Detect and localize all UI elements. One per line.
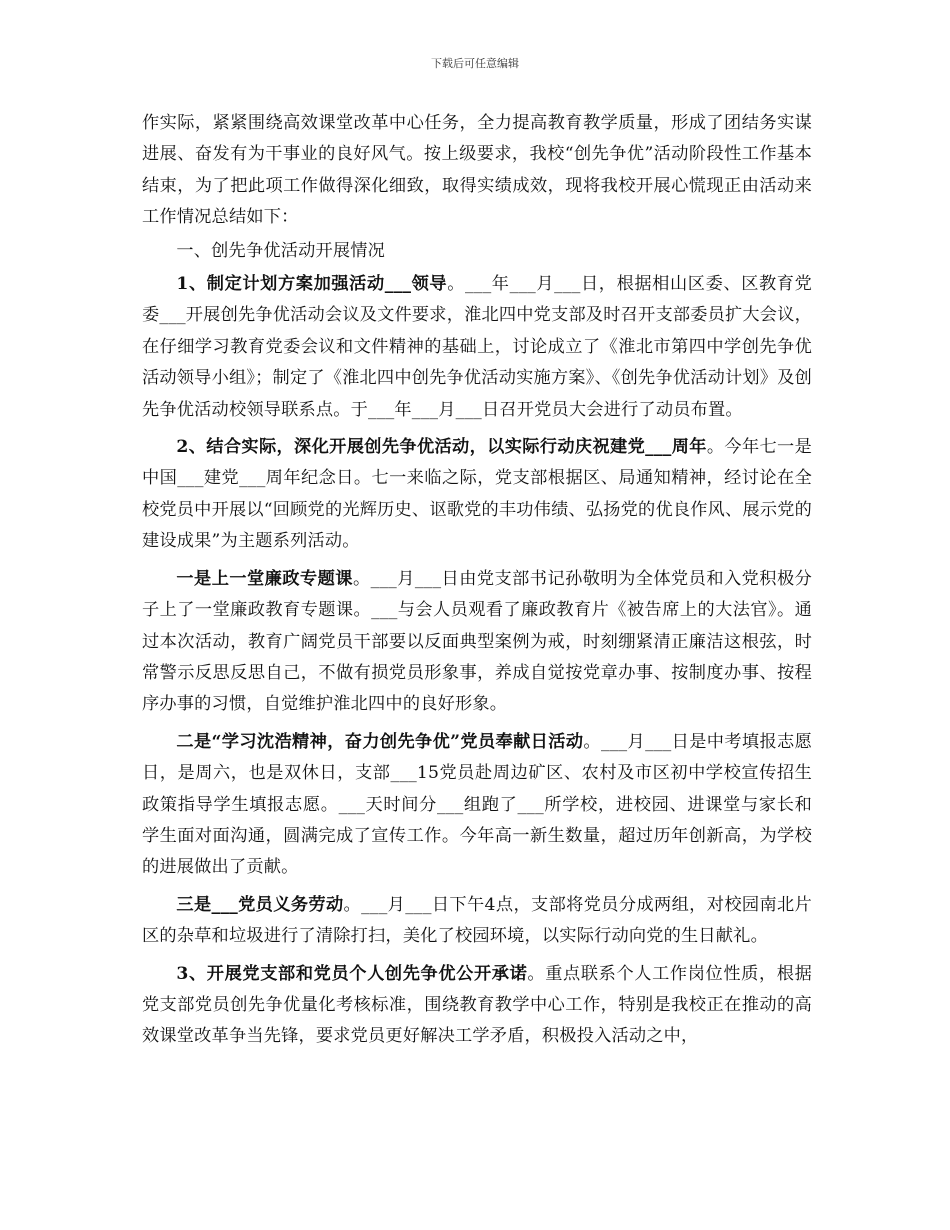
section-heading [142,236,812,267]
paragraph-text: 。___年___月___日，根据相山区委、区教育党委___开展创先争优活动会议及文件要求，淮北四中党支部及时召开支部委员扩大会议，在仔细学习教育党委会议和文件精神的基础上，讨论成立了《淮北市第四中学创先争优活动领导小组》；制定了《淮北四中创先争优活动实施方案》、《创先争优活动计划》及创先争优活动校领导联系点。于___年___月___日召开党员大会进行了动员布置。 [142,274,812,420]
paragraph-title: 二是“学习沈浩精神，奋力创先争优”党员奉献日活动 [176,731,584,752]
paragraph-title: 三是___党员义务劳动 [176,894,344,915]
paragraph-public-pledge [142,959,812,1053]
paragraph-dedication-day [142,727,812,884]
paragraph-text: 。___月___日下午4点，支部将党员分成两组，对校园南北片区的杂草和垃圾进行了清除打扫，美化了校园环境，以实际行动向党的生日献礼。 [142,894,813,947]
paragraph-plan [142,269,812,426]
paragraph-volunteer-labor [142,890,812,953]
paragraph-text: 。重点联系个人工作岗位性质，根据党支部党员创先争优量化考核标准，围绕教育教学中心工作，特别是我校正在推动的高效课堂改革争当先锋，要求党员更好解决工学矛盾，积极投入活动之中， [142,963,812,1047]
paragraph-practice [142,432,812,558]
intro-paragraph [142,108,812,234]
paragraph-title: 一是上一堂廉政专题课 [176,568,353,589]
paragraph-text: 。___月___日是中考填报志愿日，是周六，也是双休日，支部___15党员赴周边矿区、农村及市区初中学校宣传招生政策指导学生填报志愿。___天时间分___组跑了___所学校，进校园、进课堂与家长和学生面对面沟通，圆满完成了宣传工作。今年高一新生数量，超过历年创新高，为学校的进展做出了贡献。 [142,731,812,878]
paragraph-title: 1、制定计划方案加强活动___领导 [176,274,448,295]
paragraph-text: 作实际，紧紧围绕高效课堂改革中心任务，全力提高教育教学质量，形成了团结务实谋进展、奋发有为干事业的良好风气。按上级要求，我校“创先争优”活动阶段性工作基本结束，为了把此项工作做得深化细致，取得实绩成效，现将我校开展心慌现正由活动来工作情况总结如下： [142,113,812,228]
paragraph-title: 3、开展党支部和党员个人创先争优公开承诺 [176,963,528,984]
paragraph-text: 。___月___日由党支部书记孙敬明为全体党员和入党积极分子上了一堂廉政教育专题课。___与会人员观看了廉政教育片《被告席上的大法官》。通过本次活动，教育广阔党员干部要以反面典型案例为戒，时刻绷紧清正廉洁这根弦，时常警示反思反思自己，不做有损党员形象事，养成自觉按党章办事、按制度办事、按程序办事的习惯，自觉维护淮北四中的良好形象。 [142,568,812,715]
paragraph-title: 2、结合实际，深化开展创先争优活动，以实际行动庆祝建党___周年 [176,437,707,458]
heading-text: 一、创先争优活动开展情况 [176,240,386,261]
paragraph-text: 。今年七一是中国___建党___周年纪念日。七一来临之际，党支部根据区、局通知精神，经讨论在全校党员中开展以“回顾党的光辉历史、讴歌党的丰功伟绩、弘扬党的优良作风、展示党的建设成果”为主题系列活动。 [142,437,812,552]
page-header: 下载后可任意编辑 [431,57,519,70]
document-body [142,108,812,1055]
paragraph-integrity-class [142,564,812,721]
